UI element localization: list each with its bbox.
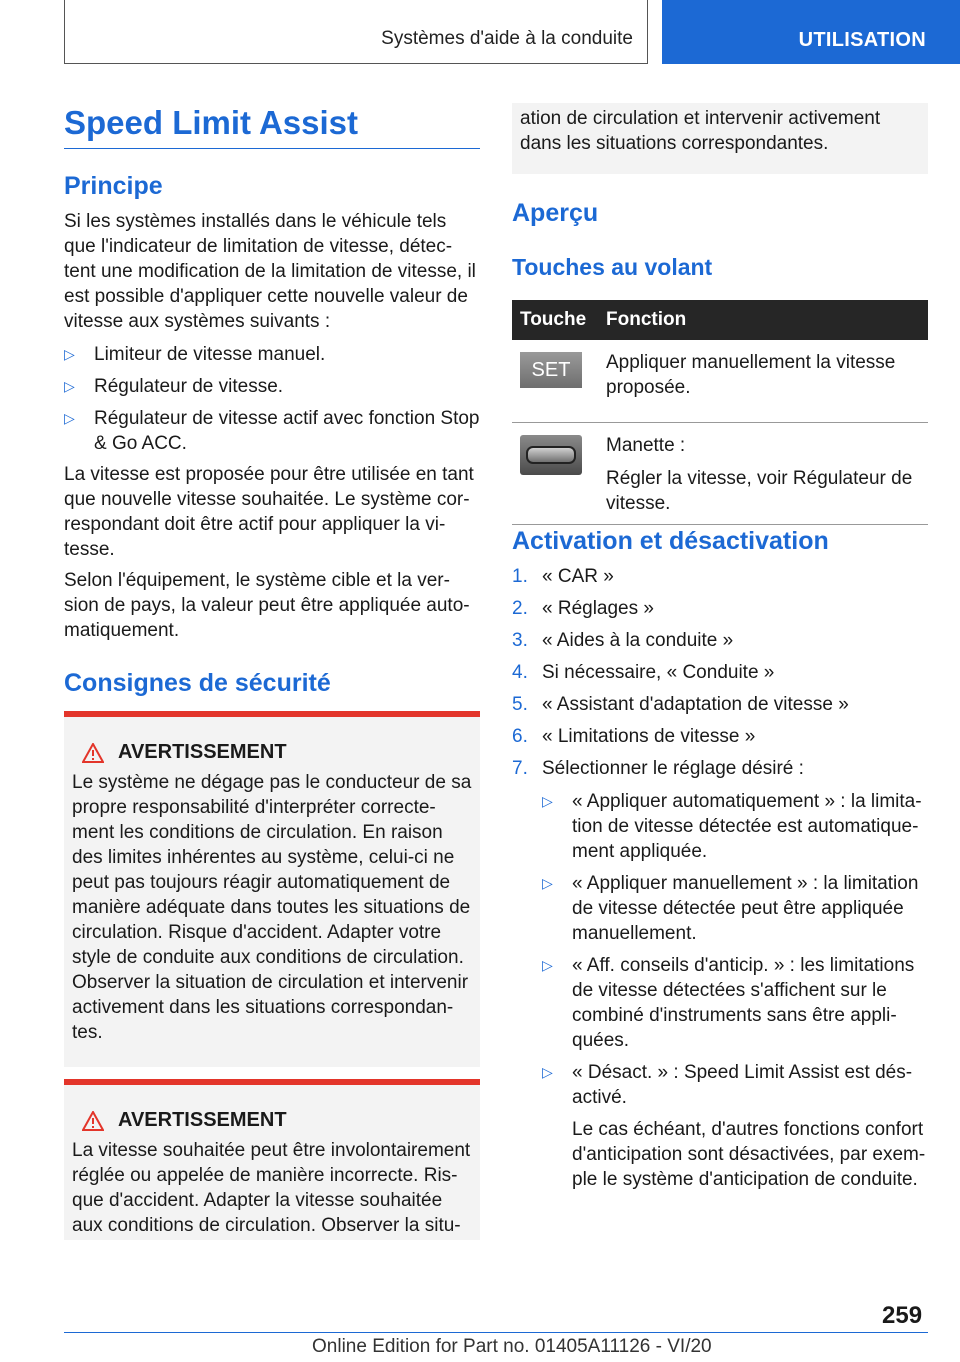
header-chapter-label: UTILISATION: [798, 29, 926, 51]
list-item: 3. « Aides à la conduite »: [512, 630, 734, 651]
list-item: ▷ « Appliquer automatiquement » : la limita- tion de vitesse détectée est automatique- ment appliquée.: [542, 791, 922, 862]
header-section-box: [64, 0, 648, 64]
warning-text-2-continued: ation de circulation et intervenir activement dans les situations correspondantes.: [520, 108, 881, 154]
principe-intro: Si les systèmes installés dans le véhicule tels que l'indicateur de limitation de vitesse, détec- tent une modification de la limitation de vitesse, il est possible d'appliquer cette nouvelle valeur de vitesse aux systèmes suivants :: [64, 211, 476, 332]
warning-title-1: AVERTISSEMENT: [118, 741, 287, 763]
col-header-touche: Touche: [512, 300, 598, 340]
apercu-heading: Aperçu: [512, 199, 599, 227]
page-title: Speed Limit Assist: [64, 104, 359, 141]
warning-triangle-icon: [82, 1111, 104, 1131]
list-item: ▷ Régulateur de vitesse.: [64, 376, 284, 397]
triangle-bullet-icon: ▷: [64, 410, 75, 426]
row2-function-text: Régler la vitesse, voir Régulateur de vitesse.: [606, 468, 913, 514]
principe-para2: La vitesse est proposée pour être utilisée en tant que nouvelle vitesse souhaitée. Le système cor- respondant doit être actif pour appliquer la vi- tesse.: [64, 464, 474, 560]
activation-heading: Activation et désactivation: [512, 527, 829, 555]
lever-image: [520, 435, 582, 475]
table-row: [512, 340, 928, 423]
table-row: [512, 423, 928, 525]
row2-function-label: Manette :: [606, 435, 686, 456]
warning-title-2: AVERTISSEMENT: [118, 1109, 287, 1131]
activation-steps: [512, 564, 928, 1199]
warning-box-2-continued: [512, 103, 928, 174]
triangle-bullet-icon: ▷: [64, 346, 75, 362]
list-item: 2. « Réglages »: [512, 598, 654, 619]
list-item: 5. « Assistant d'adaptation de vitesse »: [512, 694, 849, 715]
list-item: 7. Sélectionner le réglage désiré : ▷ « Appliquer automatiquement » : la limita- tion de vitesse détectée est automatique- ment appliquée. ▷ « Appliquer manuellement » : la limitation de vitesse détectée peut être appliquée manuellement. ▷ « Aff. conseils d'anticip. » : les limitations de vitesse détectées s'affichent sur le combiné d'instruments sans être appli- quées. ▷ « Désact. » : Speed Limit Assist est dés- activé. Le cas échéant, d'autres fonctions confort d'anticipation sont désactivées, par exem- ple le système d'anticipation de conduite.: [512, 756, 928, 1192]
triangle-bullet-icon: ▷: [542, 1064, 553, 1080]
list-item: 1. « CAR »: [512, 566, 614, 587]
list-item: ▷ « Aff. conseils d'anticip. » : les limitations de vitesse détectées s'affichent sur le combiné d'instruments sans être appli- quées.: [542, 955, 915, 1051]
triangle-bullet-icon: ▷: [542, 957, 553, 973]
triangle-bullet-icon: ▷: [64, 378, 75, 394]
steering-keys-table: [512, 300, 928, 525]
warning-box-2: [64, 1079, 480, 1240]
page-number: 259: [882, 1302, 923, 1329]
triangle-bullet-icon: ▷: [542, 793, 553, 809]
list-item: ▷ « Désact. » : Speed Limit Assist est dés- activé. Le cas échéant, d'autres fonctions confort d'anticipation sont désactivées, par exem- ple le système d'anticipation de conduite.: [542, 1060, 928, 1192]
apercu-subheading: Touches au volant: [512, 254, 713, 280]
warning-text-1: Le système ne dégage pas le conducteur de sa propre responsabilité d'interpréter correcte- ment les conditions de circulation. En raison des limites inhérentes au système, celui-ci ne peut pas toujours réagir automatiquement de manière adéquate dans toutes les situations de circulation. Risque d'accident. Adapter votre style de conduite aux conditions de circulation. Observer la situation de circulation et intervenir activement dans les situations correspondan- tes.: [72, 772, 472, 1043]
list-item: ▷ Limiteur de vitesse manuel.: [64, 344, 326, 365]
safety-heading: Consignes de sécurité: [64, 669, 331, 697]
set-button-image: [520, 352, 582, 388]
lever-switch-icon: [526, 446, 576, 464]
list-item: ▷ Régulateur de vitesse actif avec fonction Stop & Go ACC.: [64, 408, 480, 454]
warning-triangle-icon: [82, 743, 104, 763]
principe-para3: Selon l'équipement, le système cible et la ver- sion de pays, la valeur peut être appliquée auto- matiquement.: [64, 570, 470, 641]
option-note: Le cas échéant, d'autres fonctions confort d'anticipation sont désactivées, par exem- ple le système d'anticipation de conduite.: [572, 1119, 926, 1190]
list-item: ▷ « Appliquer manuellement » : la limitation de vitesse détectée peut être appliquée manuellement.: [542, 873, 919, 944]
triangle-bullet-icon: ▷: [542, 875, 553, 891]
warning-box-1: [64, 711, 480, 1067]
footer-edition: Online Edition for Part no. 01405A11126 - VI/20: [312, 1336, 712, 1357]
set-button-label: SET: [531, 358, 571, 381]
list-item: 4. Si nécessaire, « Conduite »: [512, 662, 775, 683]
list-item: 6. « Limitations de vitesse »: [512, 726, 756, 747]
header-chapter-tab[interactable]: [662, 0, 960, 64]
col-header-fonction: Fonction: [598, 300, 928, 340]
principe-heading: Principe: [64, 172, 163, 200]
footer-divider: [64, 1332, 928, 1333]
setting-options: [542, 789, 928, 1192]
row1-function: Appliquer manuellement la vitesse proposée.: [598, 340, 928, 423]
principe-list: [64, 342, 480, 456]
warning-text-2: La vitesse souhaitée peut être involontairement réglée ou appelée de manière incorrecte. Ris- que d'accident. Adapter la vitesse souhaitée aux conditions de circulation. Observer la situ-: [72, 1140, 471, 1236]
header-section-title: Systèmes d'aide à la conduite: [381, 28, 633, 49]
